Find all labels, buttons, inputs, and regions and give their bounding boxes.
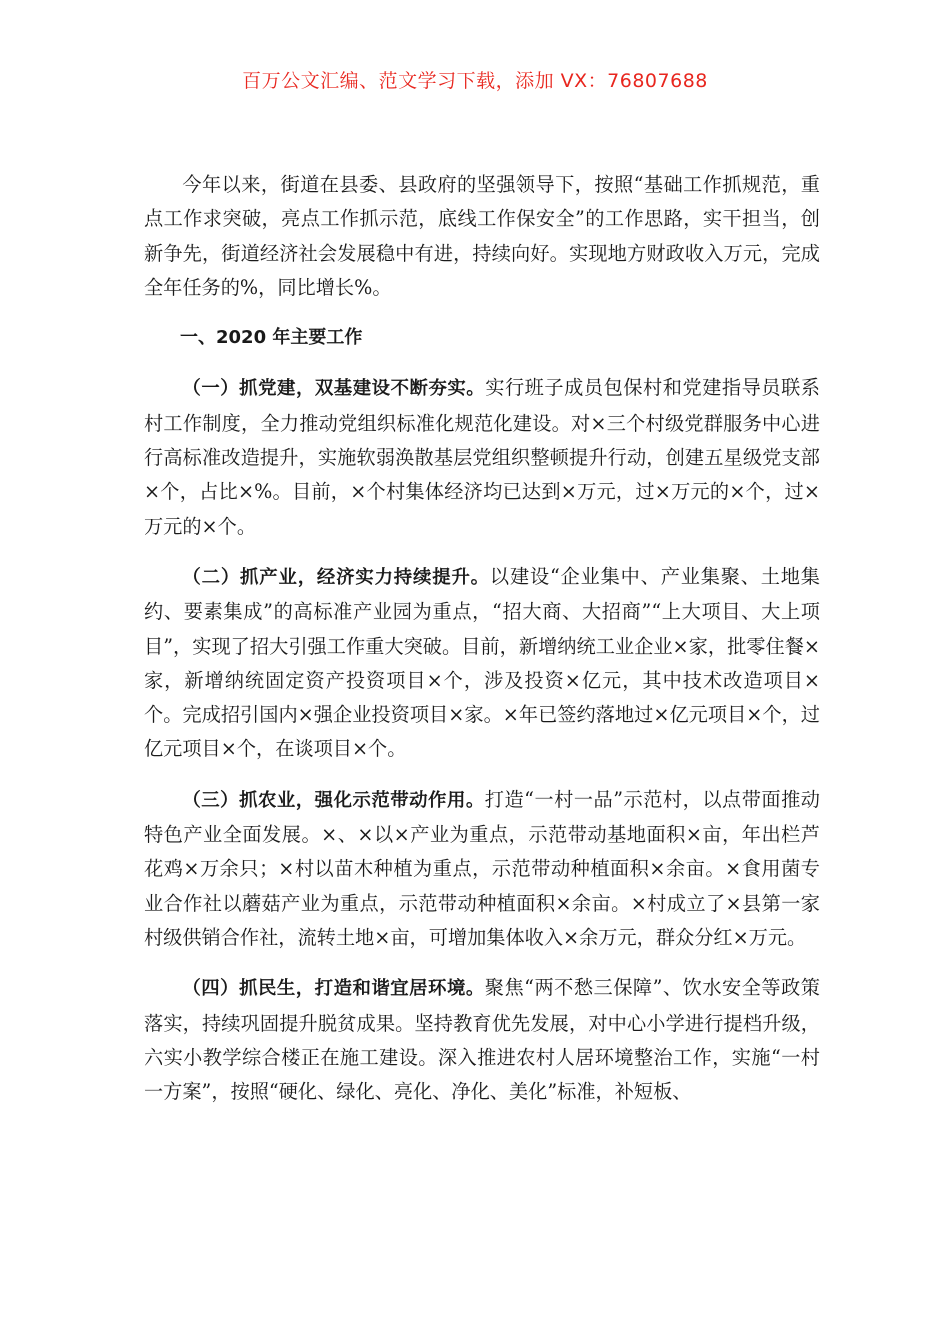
item-body: 以建设“企业集中、产业集聚、土地集约、要素集成”的高标准产业园为重点，“招大商、大招商”“上大项目、大上项目”，实现了招大引强工作重大突破。目前，新增纳统工业企业×家，批零住餐×家，新增纳统固定资产投资项目×个，涉及投资×亿元，其中技术改造项目×个。完成招引国内×强企业投资项目×家。×年已签约落地过×亿元项目×个，过亿元项目×个，在谈项目×个。 — [144, 564, 820, 761]
section-heading: 一、2020 年主要工作 — [180, 327, 363, 349]
item-body: 实行班子成员包保村和党建指导员联系村工作制度，全力推动党组织标准化规范化建设。对×三个村级党群服务中心进行高标准改造提升，实施软弱涣散基层党组织整顿提升行动，创建五星级党支部×个，占比×%。目前，×个村集体经济均已达到×万元，过×万元的×个，过×万元的×个。 — [144, 376, 820, 538]
item-lead: （二）抓产业，经济实力持续提升。 — [182, 566, 490, 588]
document-body — [144, 168, 820, 1125]
item-paragraph-3 — [144, 783, 820, 955]
item-paragraph-2 — [144, 560, 820, 767]
item-body: 聚焦“两不愁三保障”、饮水安全等政策落实，持续巩固提升脱贫成果。坚持教育优先发展，对中心小学进行提档升级，六实小教学综合楼正在施工建设。深入推进农村人居环境整治工作，实施“一村一方案”，按照“硬化、绿化、亮化、净化、美化”标准，补短板、 — [144, 976, 820, 1104]
item-lead: （一）抓党建，双基建设不断夯实。 — [182, 378, 486, 400]
watermark-banner: 百万公文汇编、范文学习下载，添加 VX：76807688 — [242, 70, 708, 92]
item-body: 打造“一村一品”示范村，以点带面推动特色产业全面发展。×、×以×产业为重点，示范带动基地面积×亩，年出栏芦花鸡×万余只；×村以苗木种植为重点，示范带动种植面积×余亩。×食用菌专业合作社以蘑菇产业为重点，示范带动种植面积×余亩。×村成立了×县第一家村级供销合作社，流转土地×亩，可增加集体收入×余万元，群众分红×万元。 — [144, 787, 820, 949]
item-lead: （三）抓农业，强化示范带动作用。 — [182, 789, 485, 811]
item-lead: （四）抓民生，打造和谐宜居环境。 — [182, 978, 485, 1000]
intro-paragraph: 今年以来，街道在县委、县政府的坚强领导下，按照“基础工作抓规范，重点工作求突破，亮点工作抓示范，底线工作保安全”的工作思路，实干担当，创新争先，街道经济社会发展稳中有进，持续向好。实现地方财政收入万元，完成全年任务的%，同比增长%。 — [144, 173, 820, 299]
item-paragraph-1 — [144, 371, 820, 543]
item-paragraph-4 — [144, 971, 820, 1109]
